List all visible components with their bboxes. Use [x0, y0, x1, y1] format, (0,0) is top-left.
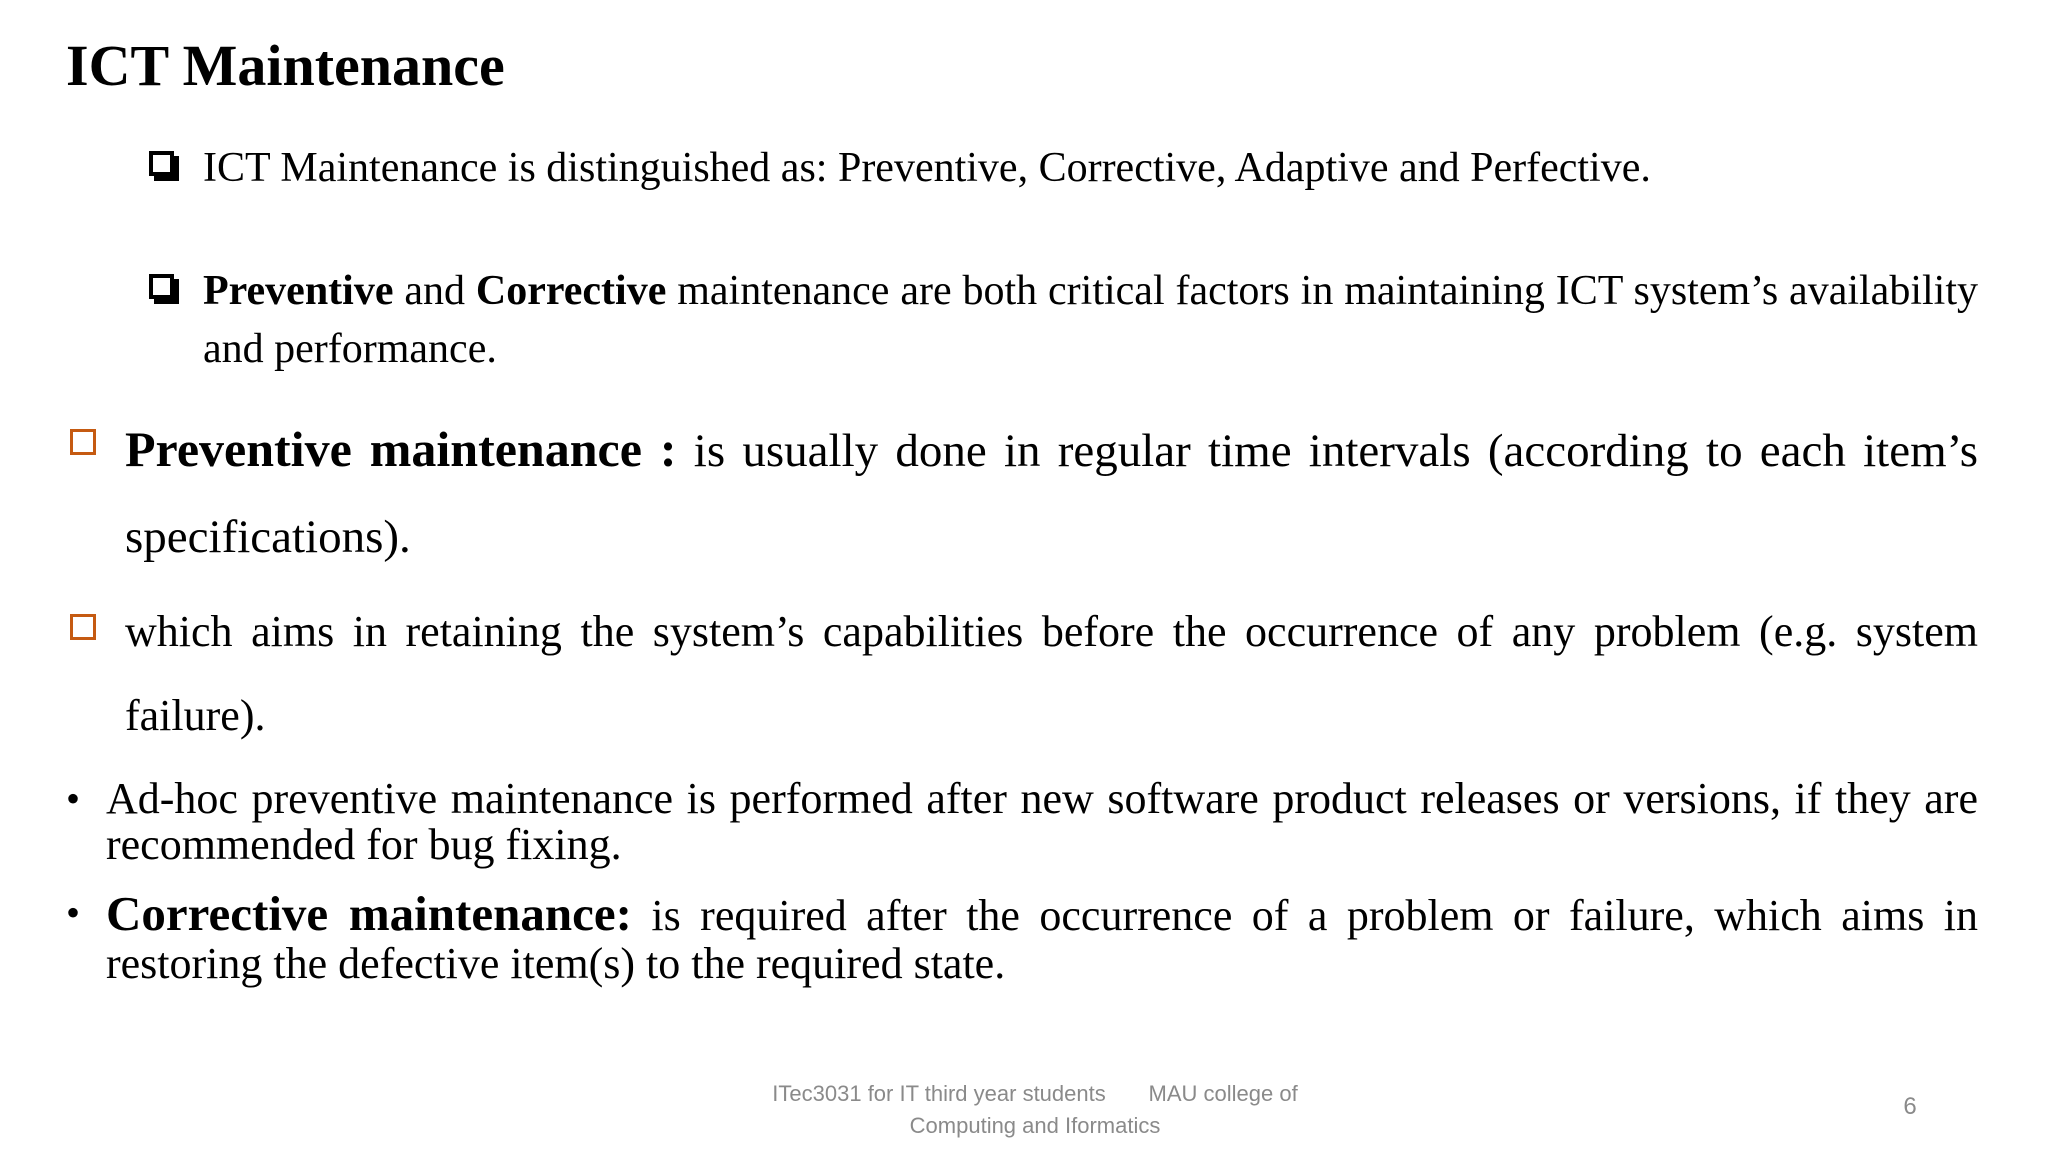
- checkbox-bullet-icon: [149, 274, 174, 299]
- bullet-text: is usually done in regular time intervals (according to each item’s specifications).: [125, 425, 1978, 563]
- bullet-preventive-aim: [125, 590, 1978, 758]
- bullet-text: is required after the occurrence of a problem or failure, which aims in restoring the defective item(s) to the required state.: [106, 891, 1978, 988]
- bullet-corrective-definition: [106, 886, 1978, 988]
- page-number: 6: [1903, 1093, 1917, 1120]
- footer-line-2: Computing and Iformatics: [909, 1113, 1161, 1138]
- bold-term-preventive: Preventive: [203, 268, 394, 314]
- slide-footer: [700, 1078, 1370, 1142]
- bullet-text: and: [393, 268, 476, 314]
- square-bullet-icon: [70, 429, 96, 455]
- bullet-text: which aims in retaining the system’s capabilities before the occurrence of any problem (e.g. system failure).: [125, 607, 1978, 740]
- bold-term-preventive-maintenance: Preventive maintenance :: [125, 421, 677, 477]
- bold-term-corrective-maintenance: Corrective maintenance:: [106, 886, 632, 941]
- bullet-text: maintenance are both critical factors in maintaining ICT system’s availability and performance.: [203, 268, 1978, 372]
- bold-term-corrective: Corrective: [475, 268, 667, 314]
- bullet-adhoc-maintenance: [106, 776, 1978, 868]
- bullet-maintenance-types: [203, 140, 2003, 196]
- bullet-text: Ad-hoc preventive maintenance is performed after new software product releases or versions, if they are recommended for bug fixing.: [106, 774, 1978, 869]
- dot-bullet-icon: •: [66, 776, 81, 821]
- footer-line-1: ITec3031 for IT third year students MAU college of: [772, 1081, 1298, 1106]
- slide-title: ICT Maintenance: [66, 33, 505, 98]
- dot-bullet-icon: •: [66, 890, 81, 935]
- bullet-text: ICT Maintenance is distinguished as: Preventive, Corrective, Adaptive and Perfective.: [203, 145, 1651, 191]
- checkbox-bullet-icon: [149, 151, 174, 176]
- square-bullet-icon: [70, 614, 96, 640]
- bullet-critical-factors: [203, 262, 1978, 378]
- bullet-preventive-definition: [125, 406, 1978, 580]
